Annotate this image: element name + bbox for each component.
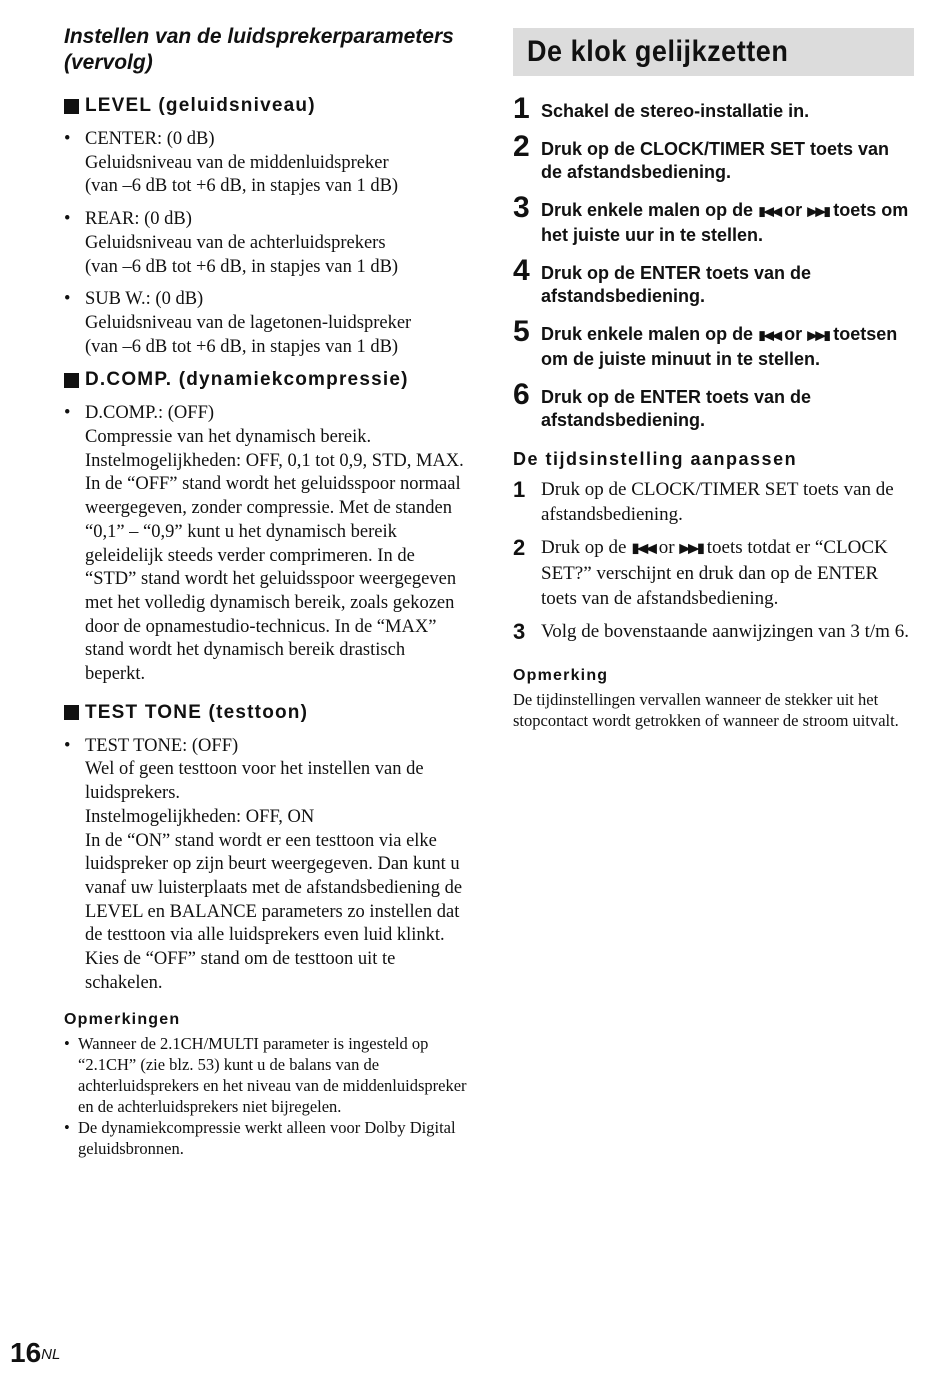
- sub-step-item: 3 Volg de bovenstaande aanwijzingen van 3 t/m 6.: [513, 618, 909, 644]
- bullet-icon: •: [64, 1033, 70, 1053]
- bullet-icon: •: [64, 1117, 70, 1137]
- adjust-heading: De tijdsinstelling aanpassen: [513, 448, 798, 469]
- note-text: De tijdinstellingen vervallen wanneer de stekker uit het stopcontact wordt getrokken of wanneer de stroom uitvalt.: [513, 689, 899, 730]
- list-item: • CENTER: (0 dB) Geluidsniveau van de middenluidspreker (van –6 dB tot +6 dB, in stapjes van 1 dB): [64, 129, 399, 197]
- bullet-icon: •: [64, 209, 71, 230]
- section-heading: D.COMP. (dynamiekcompressie): [64, 368, 469, 392]
- notes: [64, 1010, 469, 1159]
- note-heading: Opmerking: [513, 666, 609, 684]
- step-item: 1 Schakel de stereo-installatie in.: [513, 92, 810, 125]
- list-item: • REAR: (0 dB) Geluidsniveau van de achterluidsprekers (van –6 dB tot +6 dB, in stapjes van 1 dB): [64, 209, 399, 277]
- bullet-icon: •: [64, 289, 71, 310]
- step-item: 3 Druk enkele malen op de ▮◀◀ or ▶▶▮ toets om het juiste uur in te stellen.: [513, 190, 909, 245]
- page-title: Instellen van de luidsprekerparameters (vervolg): [64, 25, 454, 74]
- step-item: 4 Druk op de ENTER toets van de afstandsbediening.: [513, 253, 812, 306]
- square-bullet-icon: [64, 373, 79, 388]
- section-heading: TEST TONE (testtoon): [64, 701, 469, 725]
- right-note: [513, 666, 914, 731]
- step-item: 6 Druk op de ENTER toets van de afstandsbediening.: [513, 377, 812, 430]
- list-item: • TEST TONE: (OFF) Wel of geen testtoon voor het instellen van de luidsprekers. Instelmogelijkheden: OFF, ON In de “ON” stand wordt er een testtoon via elke luidspreker op zijn beurt weergegeven. Dan kunt u vanaf uw luisterplaats met de afstandsbediening de LEVEL en BALANCE parameters zo instellen dat de testtoon via alle luidsprekers even luid klinkt. Kies de “OFF” stand om de testtoon uit te schakelen.: [64, 735, 463, 993]
- step-item: 2 Druk op de CLOCK/TIMER SET toets van de afstandsbediening.: [513, 129, 890, 182]
- next-track-icon: ▶▶▮: [679, 539, 702, 556]
- list-item: • D.COMP.: (OFF) Compressie van het dynamisch bereik. Instelmogelijkheden: OFF, 0,1 tot 0,9, STD, MAX. In de “OFF” stand wordt het geluidsspoor normaal weergegeven, zonder compressie. Met de standen “0,1” – “0,9” kunt u het dynamisch bereik geleidelijk steeds verder comprimeren. In de “STD” stand wordt het geluidsspoor weergegeven met het volledig dynamisch bereik, zoals gekozen door de opnamestudio-technicus. In de “MAX” stand wordt het dynamisch bereik drastisch beperkt.: [64, 403, 464, 685]
- square-bullet-icon: [64, 99, 79, 114]
- notes-heading: Opmerkingen: [64, 1010, 181, 1028]
- step-item: 5 Druk enkele malen op de ▮◀◀ or ▶▶▮ toetsen om de juiste minuut in te stellen.: [513, 314, 898, 369]
- bullet-icon: •: [64, 129, 71, 149]
- prev-track-icon: ▮◀◀: [758, 328, 780, 343]
- list-item: • SUB W.: (0 dB) Geluidsniveau van de lagetonen-luidspreker (van –6 dB tot +6 dB, in stapjes van 1 dB): [64, 289, 412, 357]
- note-item: • De dynamiekcompressie werkt alleen voor Dolby Digital geluidsbronnen.: [64, 1117, 456, 1158]
- section-test-tone: [64, 701, 469, 996]
- bullet-icon: •: [64, 735, 71, 756]
- sub-step-item: 2 Druk op de ▮◀◀ or ▶▶▮ toets totdat er “CLOCK SET?” verschijnt en druk dan op de ENTER toets van de afstandsbediening.: [513, 534, 888, 609]
- language-code: NL: [41, 1346, 61, 1363]
- square-bullet-icon: [64, 705, 79, 720]
- adjust-section: [513, 447, 914, 644]
- next-track-icon: ▶▶▮: [807, 204, 829, 219]
- section-heading: LEVEL (geluidsniveau): [64, 94, 469, 118]
- right-column: [513, 28, 914, 731]
- section-dcomp: [64, 368, 469, 686]
- note-item: • Wanneer de 2.1CH/MULTI parameter is ingesteld op “2.1CH” (zie blz. 53) kunt u de balans van de achterluidsprekers en het niveau van de middenluidspreker en de achterluidsprekers niet bijregelen.: [64, 1033, 467, 1116]
- prev-track-icon: ▮◀◀: [758, 204, 780, 219]
- section-banner: De klok gelijkzetten: [513, 28, 914, 76]
- prev-track-icon: ▮◀◀: [631, 539, 654, 556]
- step-list: [513, 92, 914, 433]
- next-track-icon: ▶▶▮: [807, 328, 829, 343]
- page-number: $16^{NL}$: [10, 1337, 61, 1368]
- section-level: [64, 94, 469, 359]
- bullet-icon: •: [64, 403, 71, 424]
- sub-step-item: 1 Druk op de CLOCK/TIMER SET toets van de afstandsbediening.: [513, 476, 894, 525]
- left-column: [64, 24, 469, 1159]
